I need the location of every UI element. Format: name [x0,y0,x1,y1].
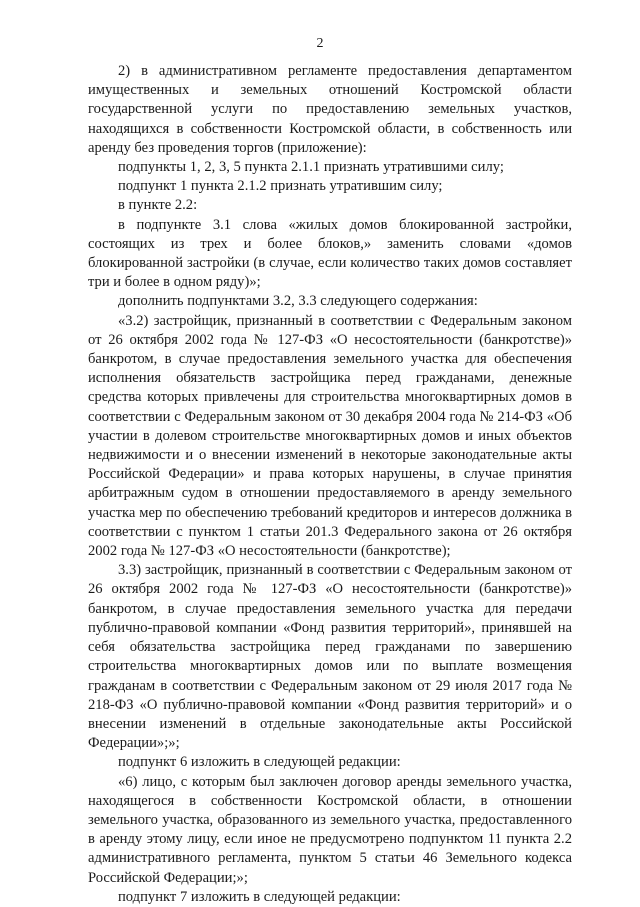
paragraph-point-2-2: в пункте 2.2: [118,197,198,214]
paragraph-amendment-intro: 2) в административном регламенте предоставления департаментом имущественных и земельных отношений Костромской области государственной услуги по предоставлению земельных участков, находящихся в собственности Костромской области, в собственность или аренду без проведения торгов (приложение): [88,63,572,156]
paragraph-add-subpoints: дополнить подпунктами 3.2, 3.3 следующего содержания: [118,293,478,310]
paragraph-subpoint-3-3: 3.3) застройщик, признанный в соответствии с Федеральным законом от 26 октября 2002 года № 127-ФЗ «О несостоятельности (банкротстве)» банкротом, в случае предоставления земельного участка для передачи публично-правовой компании «Фонд развития территорий», принявшей на себя обязательства застройщика перед гражданами по завершению строительства многоквартирных домов или по выплате возмещения гражданам в соответствии с Федеральным законом от 29 июля 2017 года № 218-ФЗ «О публично-правовой компании «Фонд развития территорий» и о внесении изменений в отдельные законодательные акты Российской Федерации»;»; [88,562,572,752]
paragraph-subpoint-7-intro: подпункт 7 изложить в следующей редакции: [118,888,401,905]
paragraph-subpoint-3-1: в подпункте 3.1 слова «жилых домов блокированной застройки, состоящих из трех и более блоков,» заменить словами «домов блокированной застройки (в случае, если количество таких домов составляет три и более в одном ряду)»; [88,216,572,291]
paragraph-subpoint-2-1-2: подпункт 1 пункта 2.1.2 признать утратившим силу; [118,178,443,195]
paragraph-subpoints-2-1-1: подпункты 1, 2, 3, 5 пункта 2.1.1 признать утратившими силу; [118,159,504,176]
document-body [88,62,572,907]
paragraph-subpoint-6: «6) лицо, с которым был заключен договор аренды земельного участка, находящегося в собственности Костромской области, в отношении земельного участка, образованного из земельного участка, предоставленного в аренду этому лицу, если иное не предусмотрено подпунктом 11 пункта 2.2 административного регламента, пунктом 5 статьи 46 Земельного кодекса Российской Федерации;»; [88,773,572,886]
paragraph-subpoint-6-intro: подпункт 6 изложить в следующей редакции: [118,754,401,771]
page-number: 2 [316,36,324,51]
paragraph-subpoint-3-2: «3.2) застройщик, признанный в соответствии с Федеральным законом от 26 октября 2002 года № 127-ФЗ «О несостоятельности (банкротстве)» банкротом, в случае предоставления земельного участка для обеспечения исполнения обязательств застройщика перед гражданами, денежные средства которых привлечены для строительства многоквартирных домов в соответствии с Федеральным законом от 30 декабря 2004 года № 214-ФЗ «Об участии в долевом строительстве многоквартирных домов и иных объектов недвижимости и о внесении изменений в некоторые законодательные акты Российской Федерации» и права которых нарушены, в случае принятия арбитражным судом в отношении предоставляемого в аренду земельного участка мер по обеспечению требований кредиторов и интересов должника в соответствии с пунктом 1 статьи 201.3 Федерального закона от 26 октября 2002 года № 127-ФЗ «О несостоятельности (банкротстве); [88,312,572,560]
